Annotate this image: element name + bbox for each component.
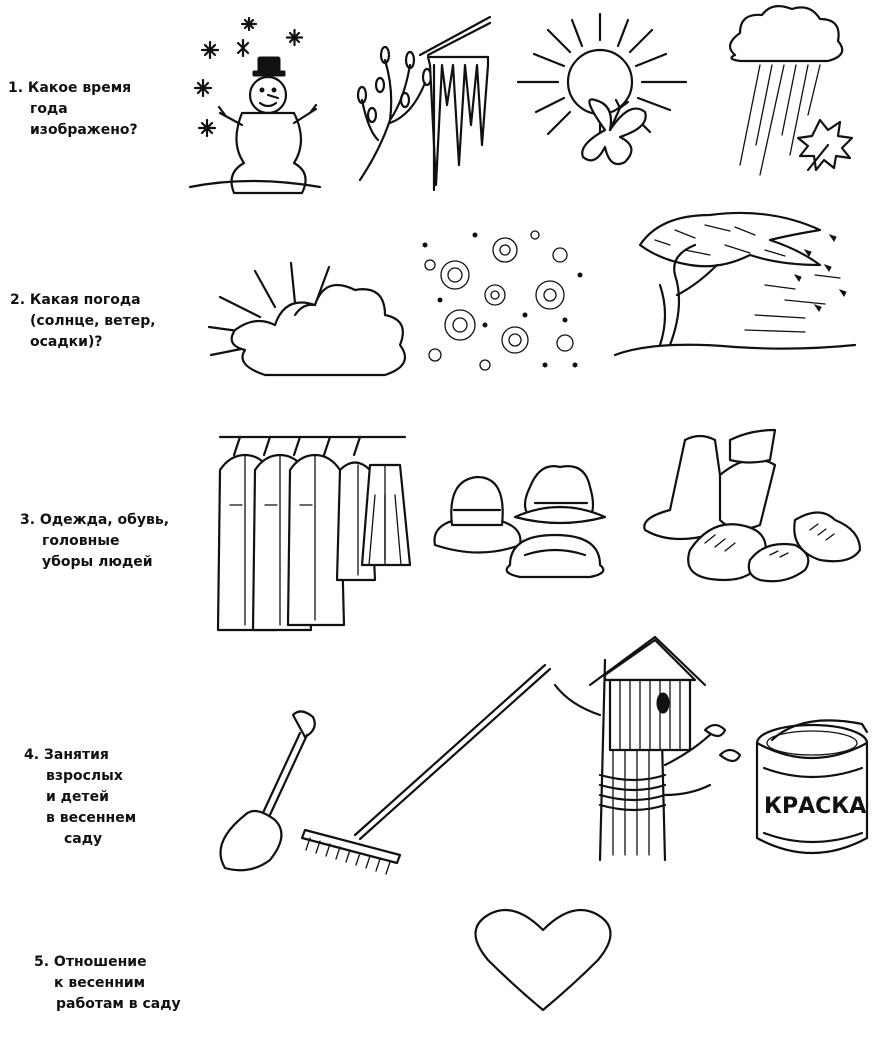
- question-5-line-1: 5. Отношение: [34, 954, 147, 970]
- autumn-rain-leaf-image: [720, 5, 870, 180]
- question-3-line-3: уборы людей: [42, 554, 153, 570]
- hats-image: [430, 455, 630, 585]
- paint-can-image: [752, 718, 872, 863]
- rake-image: [300, 660, 555, 875]
- windy-tree-image: [615, 205, 855, 360]
- shoes-boots-image: [630, 425, 870, 600]
- snowman-winter-image: [190, 15, 320, 190]
- question-3-line-1: 3. Одежда, обувь,: [20, 512, 170, 528]
- question-4-line-2: взрослых: [46, 768, 123, 784]
- heart-icon: [468, 905, 618, 1015]
- question-2-line-1: 2. Какая погода: [10, 292, 141, 308]
- question-5: [34, 952, 181, 1015]
- sun-behind-cloud-image: [205, 255, 405, 385]
- question-1-line-2: года: [30, 101, 68, 117]
- question-1: [8, 78, 138, 141]
- question-1-line-3: изображено?: [30, 122, 138, 138]
- summer-sun-butterfly-image: [510, 10, 700, 180]
- question-4-line-3: и детей: [46, 789, 109, 805]
- question-3: [20, 510, 169, 573]
- birdhouse-on-tree-image: [545, 635, 745, 865]
- question-4: [24, 745, 136, 850]
- coats-on-rack-image: [210, 425, 410, 635]
- question-2: [10, 290, 156, 353]
- question-2-line-2: (солнце, ветер,: [30, 313, 156, 329]
- question-3-line-2: головные: [42, 533, 120, 549]
- question-2-line-3: осадки)?: [30, 334, 103, 350]
- question-5-line-3: работам в саду: [56, 996, 181, 1012]
- question-1-line-1: 1. Какое время: [8, 80, 132, 96]
- paint-can-label: КРАСКА: [764, 794, 867, 819]
- spring-branch-icicles-image: [350, 15, 495, 190]
- question-4-line-1: 4. Занятия: [24, 747, 109, 763]
- question-4-line-4: в весеннем: [46, 810, 137, 826]
- snowfall-image: [415, 225, 590, 375]
- question-5-line-2: к весенним: [54, 975, 146, 991]
- question-4-line-5: саду: [64, 831, 103, 847]
